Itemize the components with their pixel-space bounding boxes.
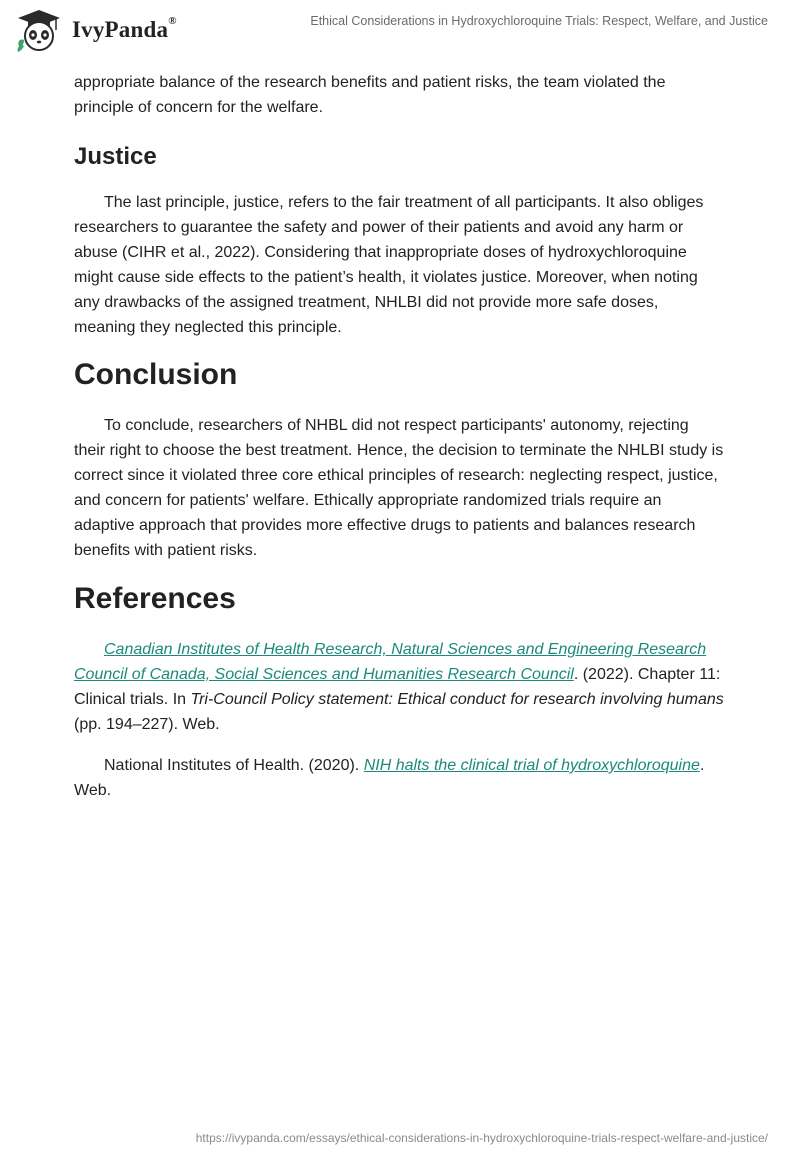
document-title: Ethical Considerations in Hydroxychloroquine Trials: Respect, Welfare, and Justice [310,14,768,28]
page-url: https://ivypanda.com/essays/ethical-considerations-in-hydroxychloroquine-trials-respect-welfare-and-justice/ [195,1131,768,1145]
conclusion-heading: Conclusion [74,358,238,391]
essay-content [74,70,724,803]
justice-paragraph: The last principle, justice, refers to the fair treatment of all participants. It also obliges researchers to guarantee the safety and power of their patients and avoid any harm or abuse (CIHR et al., 2022). Considering that inappropriate doses of hydroxychloroquine might cause side effects to the patient’s health, it violates justice. Moreover, when noting any drawbacks of the assigned treatment, NHLBI did not provide more safe doses, meaning they neglected this principle. [74,194,704,336]
conclusion-paragraph: To conclude, researchers of NHBL did not respect participants' autonomy, rejecting their right to choose the best treatment. Hence, the decision to terminate the NHLBI study is correct since it violated three core ethical principles of research: neglecting respect, justice, and concern for patients' welfare. Ethically appropriate randomized trials require an adaptive approach that provides more effective drugs to patients and balances research benefits with patient risks. [74,417,724,559]
panda-graduate-logo-icon [14,8,64,52]
reference-link[interactable]: Canadian Institutes of Health Research, Natural Sciences and Engineering Research Council of Canada, Social Sciences and Humanities Research Council [74,641,707,683]
reference-link[interactable]: NIH halts the clinical trial of hydroxychloroquine [363,757,700,774]
brand-name: IvyPanda® [72,15,177,42]
brand-logo[interactable] [14,8,177,52]
justice-heading: Justice [74,143,157,170]
page-header [0,0,800,60]
reference-item: National Institutes of Health. (2020). NIH halts the clinical trial of hydroxychloroquine. Web. [74,757,705,799]
reference-item: Canadian Institutes of Health Research, Natural Sciences and Engineering Research Council of Canada, Social Sciences and Humanities Research Council. (2022). Chapter 11: Clinical trials. In Tri-Council Policy statement: Ethical conduct for research involving humans (pp. 194–227). Web. [74,641,724,733]
intro-paragraph: appropriate balance of the research benefits and patient risks, the team violated the principle of concern for the welfare. [74,74,666,116]
references-heading: References [74,582,236,615]
